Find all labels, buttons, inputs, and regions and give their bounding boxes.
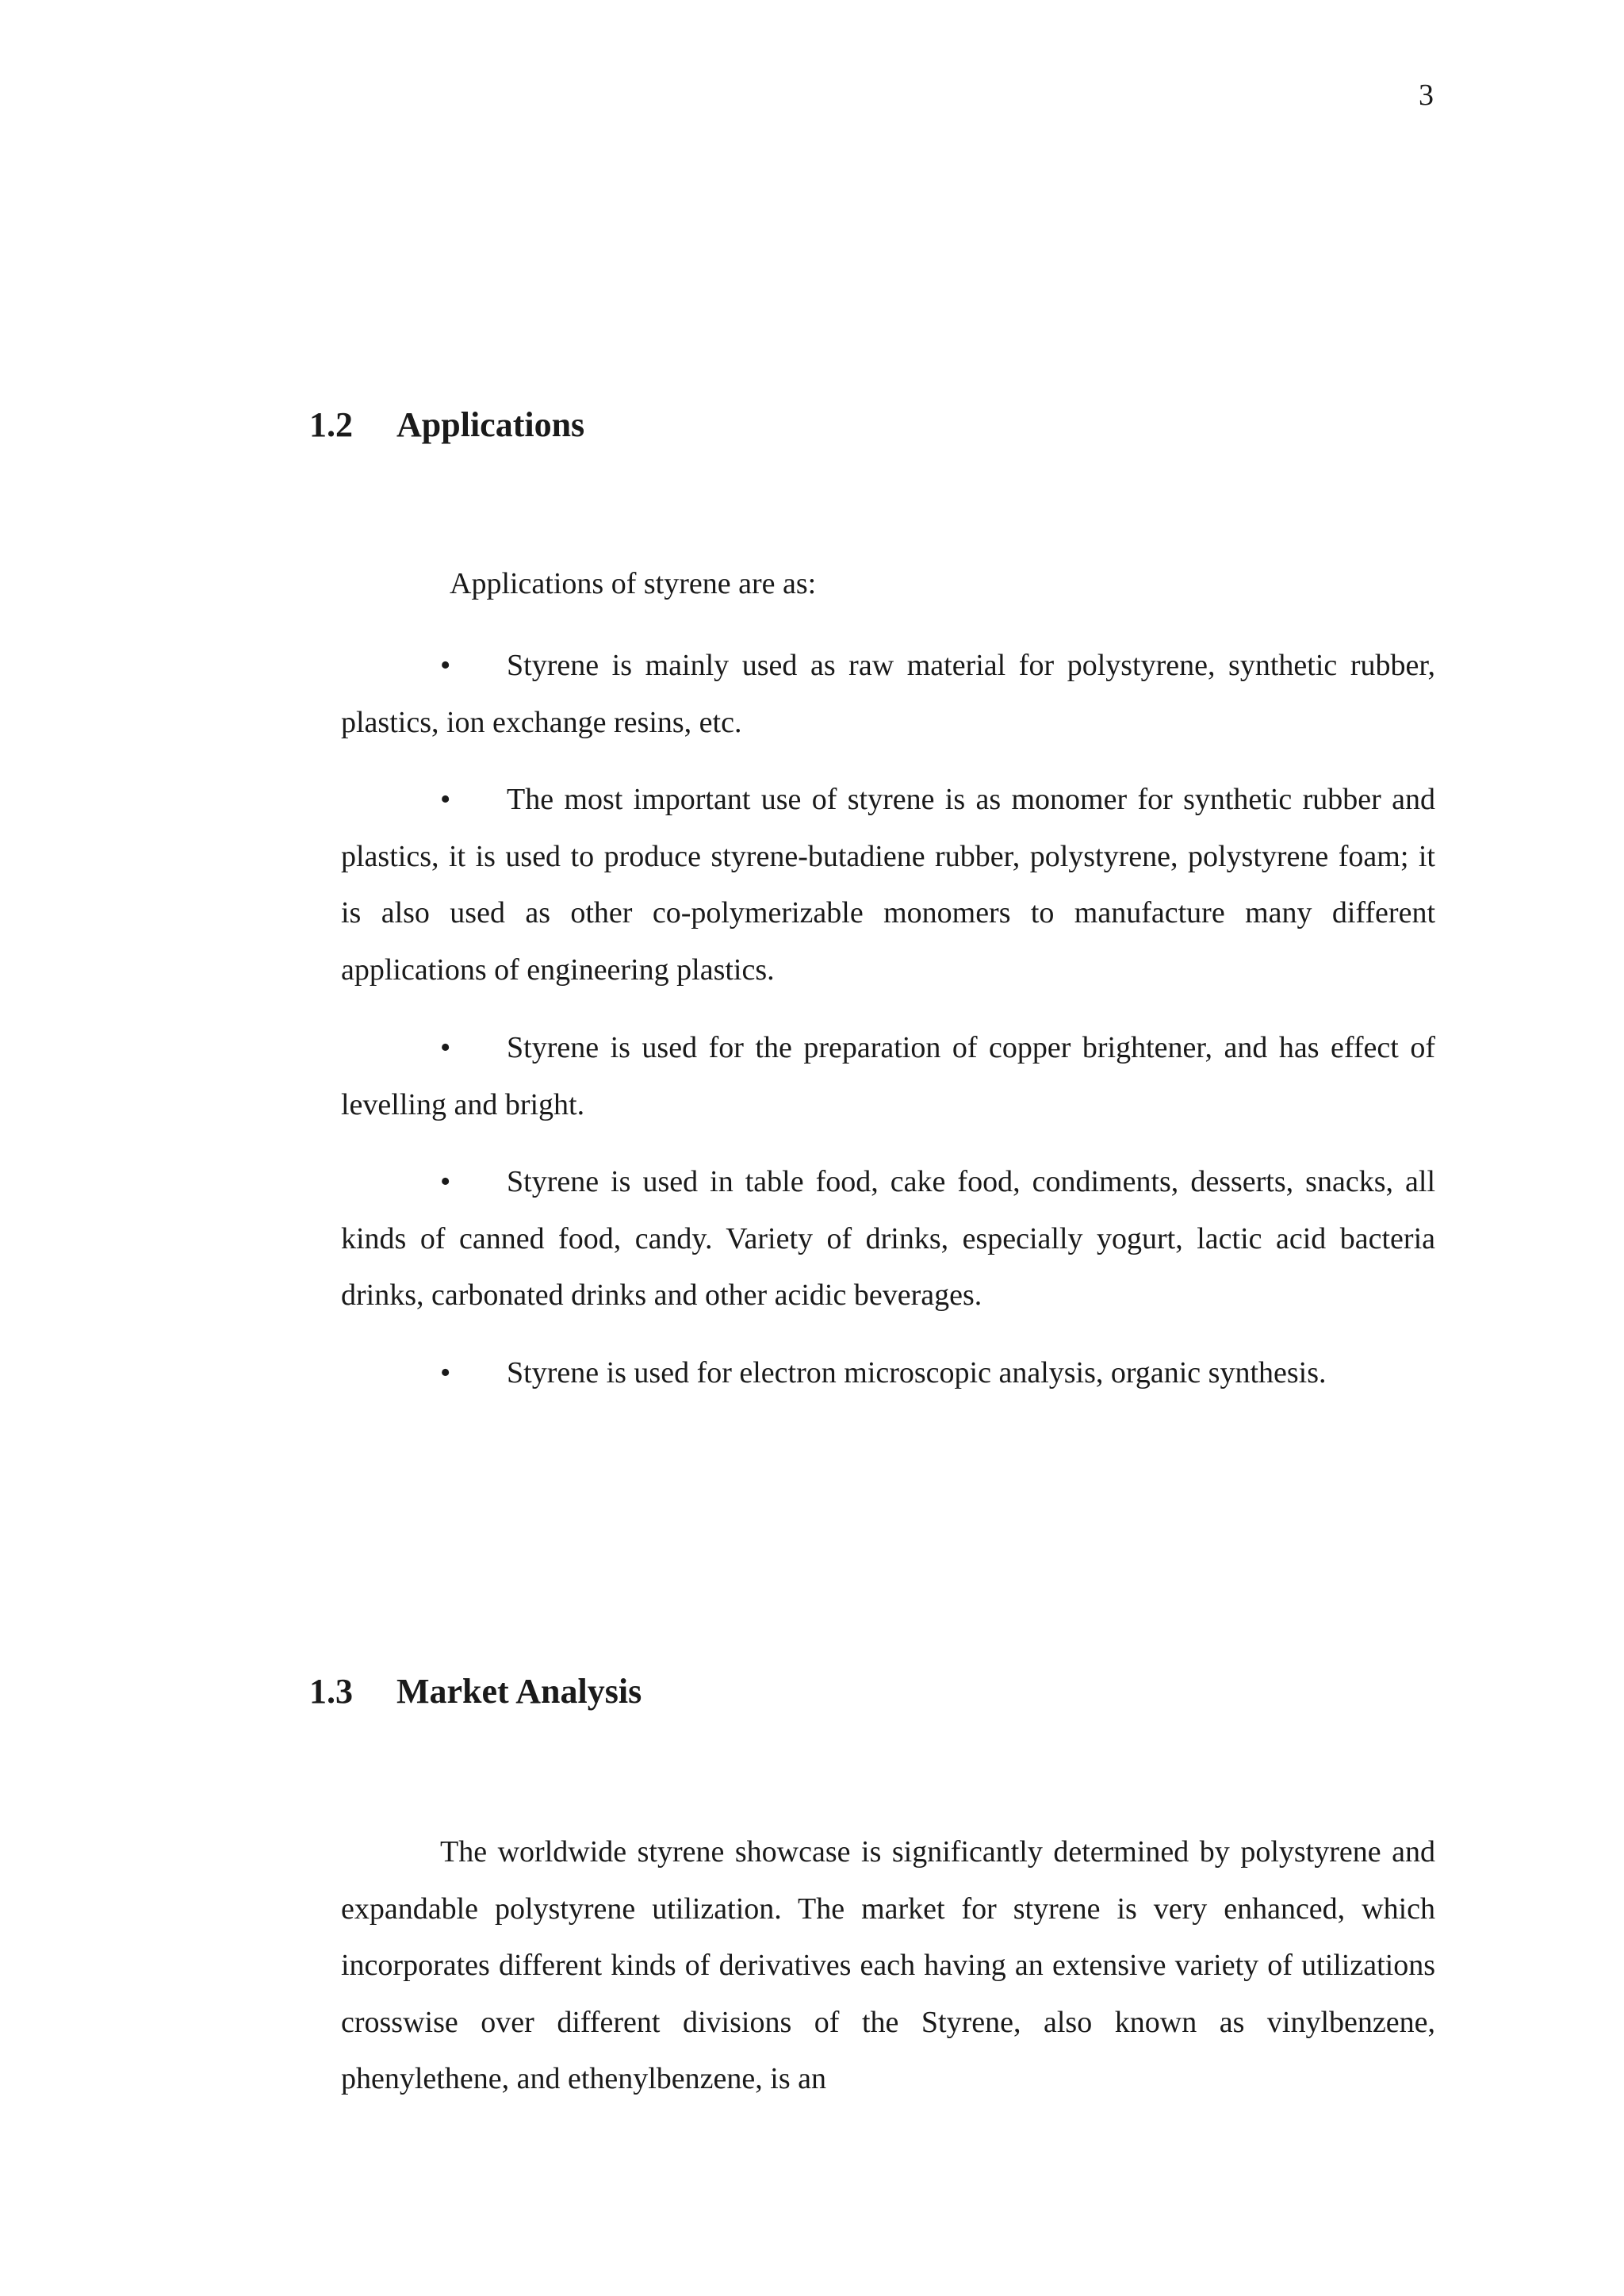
list-item-text: Styrene is mainly used as raw material for polystyrene, synthetic rubber, plastics, ion exchange resins, etc. xyxy=(341,649,1435,739)
list-item-text: Styrene is used for electron microscopic analysis, organic synthesis. xyxy=(507,1356,1327,1389)
section-number: 1.3 xyxy=(309,1672,353,1711)
market-analysis-paragraph: The worldwide styrene showcase is significantly determined by polystyrene and expandable polystyrene utilization. The market for styrene is very enhanced, which incorporates different kinds of derivatives each having an extensive variety of utilizations crosswise over different divisions of the Styrene, also known as vinylbenzene, phenylethene, and ethenylbenzene, is an xyxy=(341,1835,1435,2095)
list-item xyxy=(341,1154,1435,1324)
bullet-icon: • xyxy=(440,1356,451,1389)
bullet-icon: • xyxy=(440,649,451,682)
section-title: Applications xyxy=(396,405,585,444)
list-item-text: Styrene is used in table food, cake food, condiments, desserts, snacks, all kinds of canned food, candy. Variety of drinks, especially yogurt, lactic acid bacteria drinks, carbonated drinks and other acidic beverages. xyxy=(341,1165,1435,1312)
list-item-text: Styrene is used for the preparation of copper brightener, and has effect of levelling and bright. xyxy=(341,1031,1435,1121)
list-item xyxy=(341,772,1435,999)
list-item-text: The most important use of styrene is as monomer for synthetic rubber and plastics, it is used to produce styrene-butadiene rubber, polystyrene, polystyrene foam; it is also used as other co-polymerizable monomers to manufacture many different applications of engineering plastics. xyxy=(341,783,1435,987)
section-title: Market Analysis xyxy=(396,1672,642,1711)
applications-intro: Applications of styrene are as: xyxy=(450,567,817,600)
section-heading-applications xyxy=(309,403,584,447)
list-item xyxy=(341,1020,1435,1133)
bullet-icon: • xyxy=(440,783,451,816)
page-number: 3 xyxy=(1419,79,1434,112)
list-item xyxy=(341,1345,1435,1402)
section-number: 1.2 xyxy=(309,405,353,444)
bullet-icon: • xyxy=(440,1031,451,1064)
list-item xyxy=(341,638,1435,751)
bullet-icon: • xyxy=(440,1165,451,1198)
section-heading-market-analysis xyxy=(309,1669,642,1714)
